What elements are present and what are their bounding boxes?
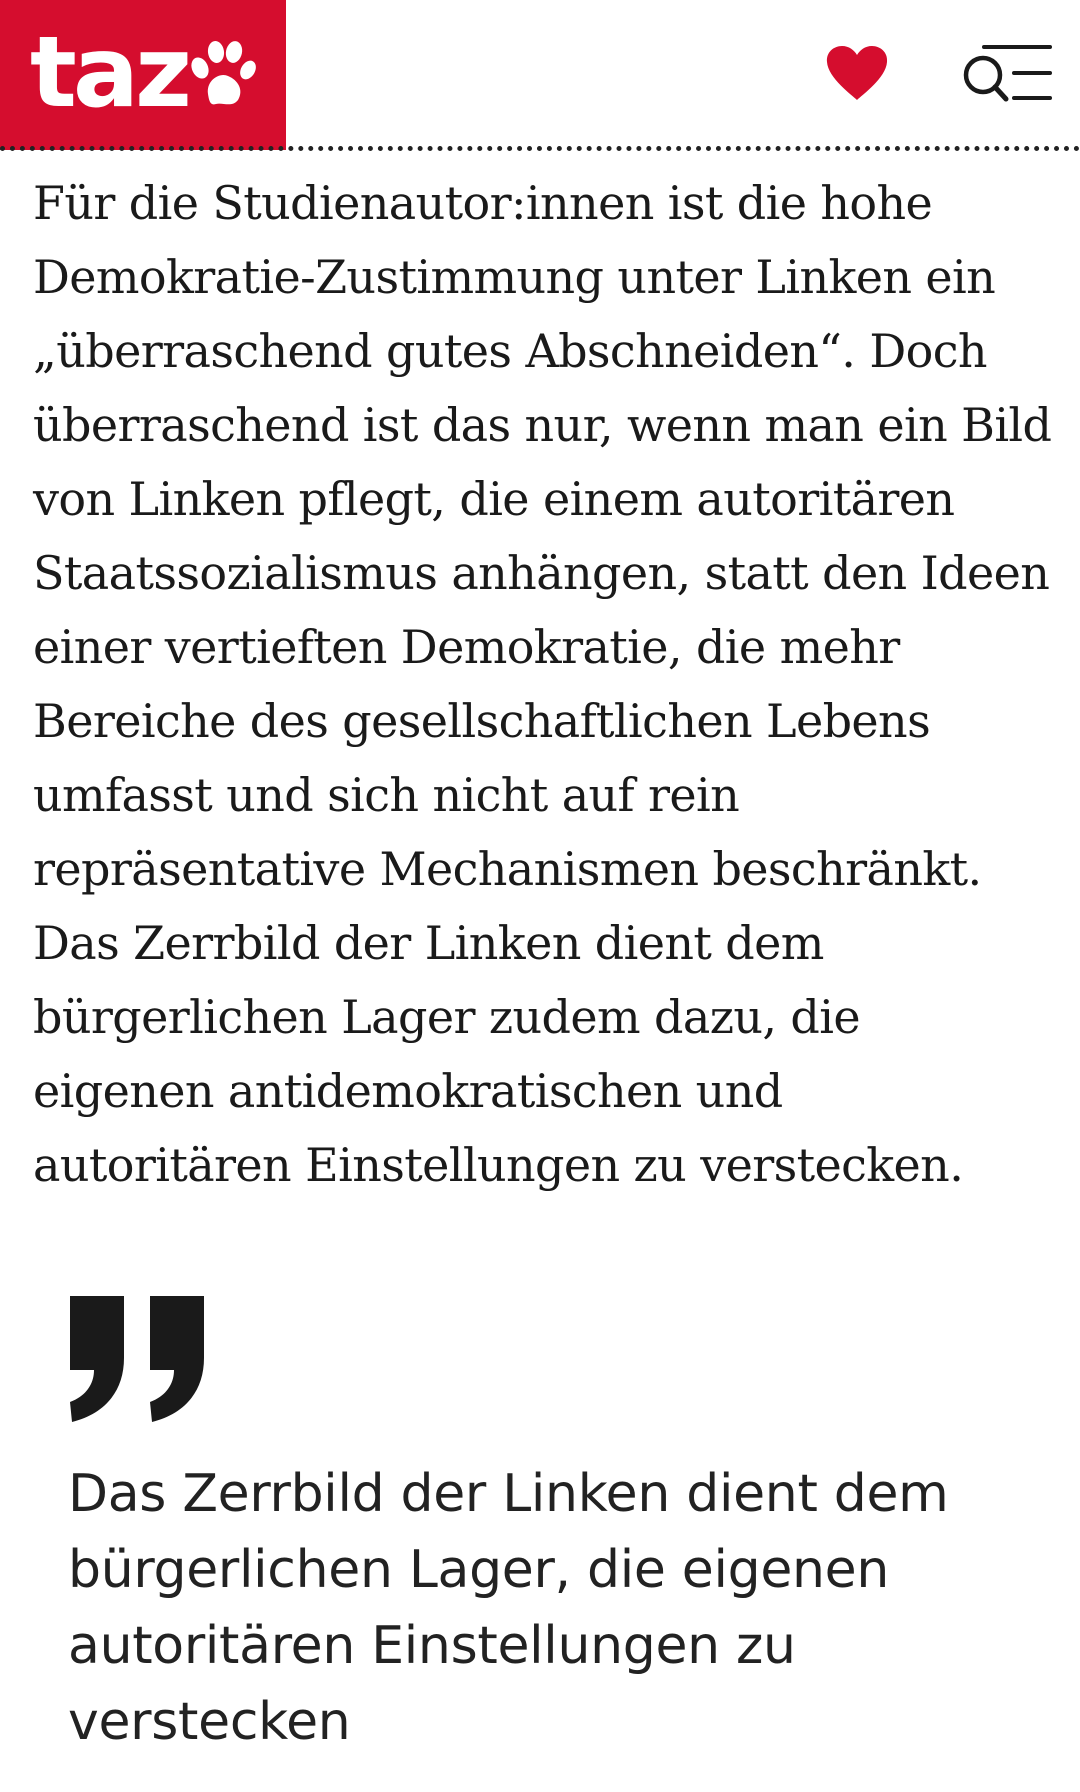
article-body <box>33 166 1053 1202</box>
site-header <box>0 0 1080 150</box>
taz-logo[interactable] <box>0 0 286 150</box>
quote-mark-icon <box>68 1296 208 1422</box>
article-paragraph: Für die Studienautor:innen ist die hohe Demokratie-Zustimmung unter Linken ein „überraschend gutes Abschneiden“. Doch überraschend ist das nur, wenn man ein Bild von Linken pflegt, die einem autoritären Staatssozialismus anhängen, statt den Ideen einer vertieften Demokratie, die mehr Bereiche des gesellschaftlichen Lebens umfasst und sich nicht auf rein repräsentative Mechanismen beschränkt. Das Zerrbild der Linken dient dem bürgerlichen Lager zudem dazu, die eigenen antidemokratischen und autoritären Einstellungen zu verstecken. <box>33 176 1052 1192</box>
paw-icon <box>188 38 256 110</box>
search-menu-icon[interactable] <box>962 42 1052 104</box>
heart-icon[interactable] <box>824 44 890 102</box>
logo-text: taz <box>30 16 189 130</box>
pullquote-text: Das Zerrbild der Linken dient dem bürgerlichen Lager, die eigenen autoritären Einstellungen zu verstecken <box>68 1464 949 1752</box>
header-divider <box>0 146 1080 151</box>
pullquote-block <box>68 1296 1048 1760</box>
